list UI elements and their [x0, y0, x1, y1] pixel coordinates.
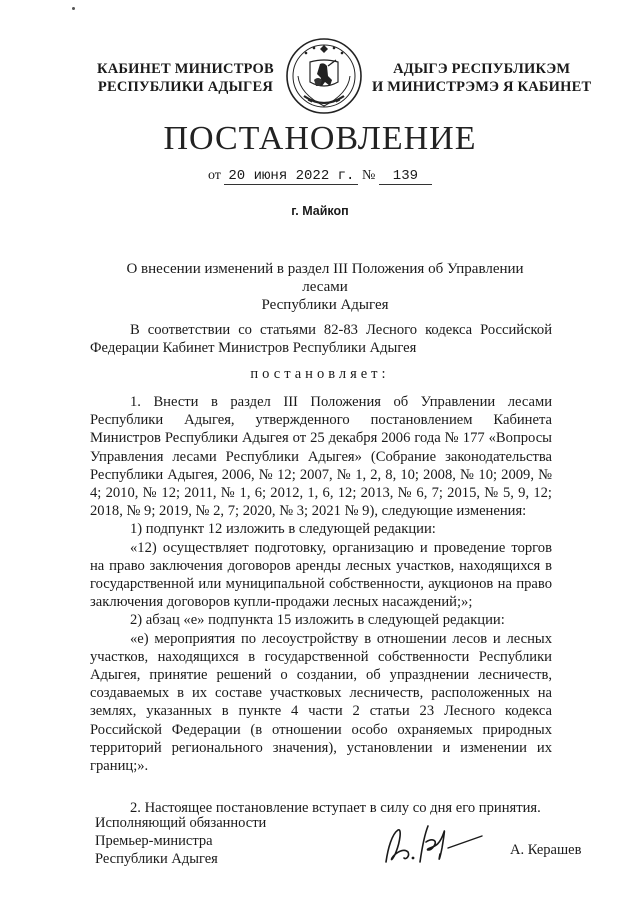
city: г. Майкоп — [291, 204, 349, 218]
header-right — [372, 60, 591, 96]
item-1: 1. Внести в раздел III Положения об Управлении лесами Республики Адыгея, утвержденного постановлением Кабинета Министров Республики Адыгея от 25 декабря 2006 года № 177 «Вопросы Управления лесами Республики Адыгея» (Собрание законодательства Республики Адыгея, 2006, № 12; 2007, № 1, 2, 8, 10; 2008, № 10; 2009, № 4; 2010, № 12; 2011, № 1, 6; 2012, 1, 6, 12; 2013, № 6, 7; 2015, № 5, 9, 12; 2018, № 9; 2019, № 2, 7; 2020, № 3; 2021 № 9), следующие изменения: — [90, 394, 552, 520]
decrees-word: постановляет: — [250, 366, 390, 382]
signatory-position — [95, 814, 266, 868]
scan-speck — [72, 7, 75, 10]
signer-name: А. Керашев — [510, 842, 582, 858]
preamble — [90, 321, 552, 357]
header-left — [97, 60, 274, 96]
title-line-1: О внесении изменений в раздел III Положения об Управлении лесами — [126, 261, 524, 295]
document-number: 139 — [379, 168, 432, 185]
signatory-line-2: Премьер-министра — [95, 833, 213, 849]
item-2: 2. Настоящее постановление вступает в силу со дня его принятия. — [130, 800, 541, 817]
date-prefix: от — [207, 168, 221, 183]
handwritten-signature-icon — [378, 818, 488, 868]
preamble-text: В соответствии со статьями 82-83 Лесного кодекса Российской Федерации Кабинет Министров Республики Адыгея — [90, 322, 552, 357]
header-left-line1: КАБИНЕТ МИНИСТРОВ — [97, 61, 274, 77]
subitem-1: 1) подпункт 12 изложить в следующей редакции: — [130, 521, 436, 538]
header-right-line1: АДЫГЭ РЕСПУБЛИКЭМ — [393, 61, 571, 77]
coat-of-arms-icon — [284, 36, 364, 116]
signatory-line-3: Республики Адыгея — [95, 851, 218, 867]
subitem-2-text: «е) мероприятия по лесоустройству в отношении лесов и лесных участков, находящихся в государственной собственности Республики Адыгея, принятие решений о создании, об упразднении лесничеств, создаваемых в их составе участковых лесничеств, расположенных на землях, указанных в пункте 4 части 2 статьи 23 Лесного кодекса Российской Федерации (в отношении особо охраняемых природных территорий регионального значения), установлении и изменении их границ;». — [90, 630, 552, 775]
document-date: 20 июня 2022 г. — [224, 168, 358, 185]
date-number-line — [0, 168, 640, 185]
signatory-line-1: Исполняющий обязанности — [95, 815, 267, 831]
subitem-2: 2) абзац «е» подпункта 15 изложить в следующей редакции: — [130, 612, 505, 629]
title-line-2: Республики Адыгея — [261, 297, 389, 313]
document-title — [105, 260, 545, 314]
number-prefix: № — [361, 168, 376, 183]
header-left-line2: РЕСПУБЛИКИ АДЫГЕЯ — [97, 79, 273, 95]
decree-items — [90, 393, 552, 817]
document-type: ПОСТАНОВЛЕНИЕ — [163, 120, 477, 157]
header-right-line2: И МИНИСТРЭМЭ Я КАБИНЕТ — [372, 79, 592, 95]
subitem-1-text: «12) осуществляет подготовку, организацию и проведение торгов на право заключения договоров аренды лесных участков, находящихся в государственной или муниципальной собственности, аукционов на право заключения договоров купли-продажи лесных насаждений;»; — [90, 539, 552, 611]
